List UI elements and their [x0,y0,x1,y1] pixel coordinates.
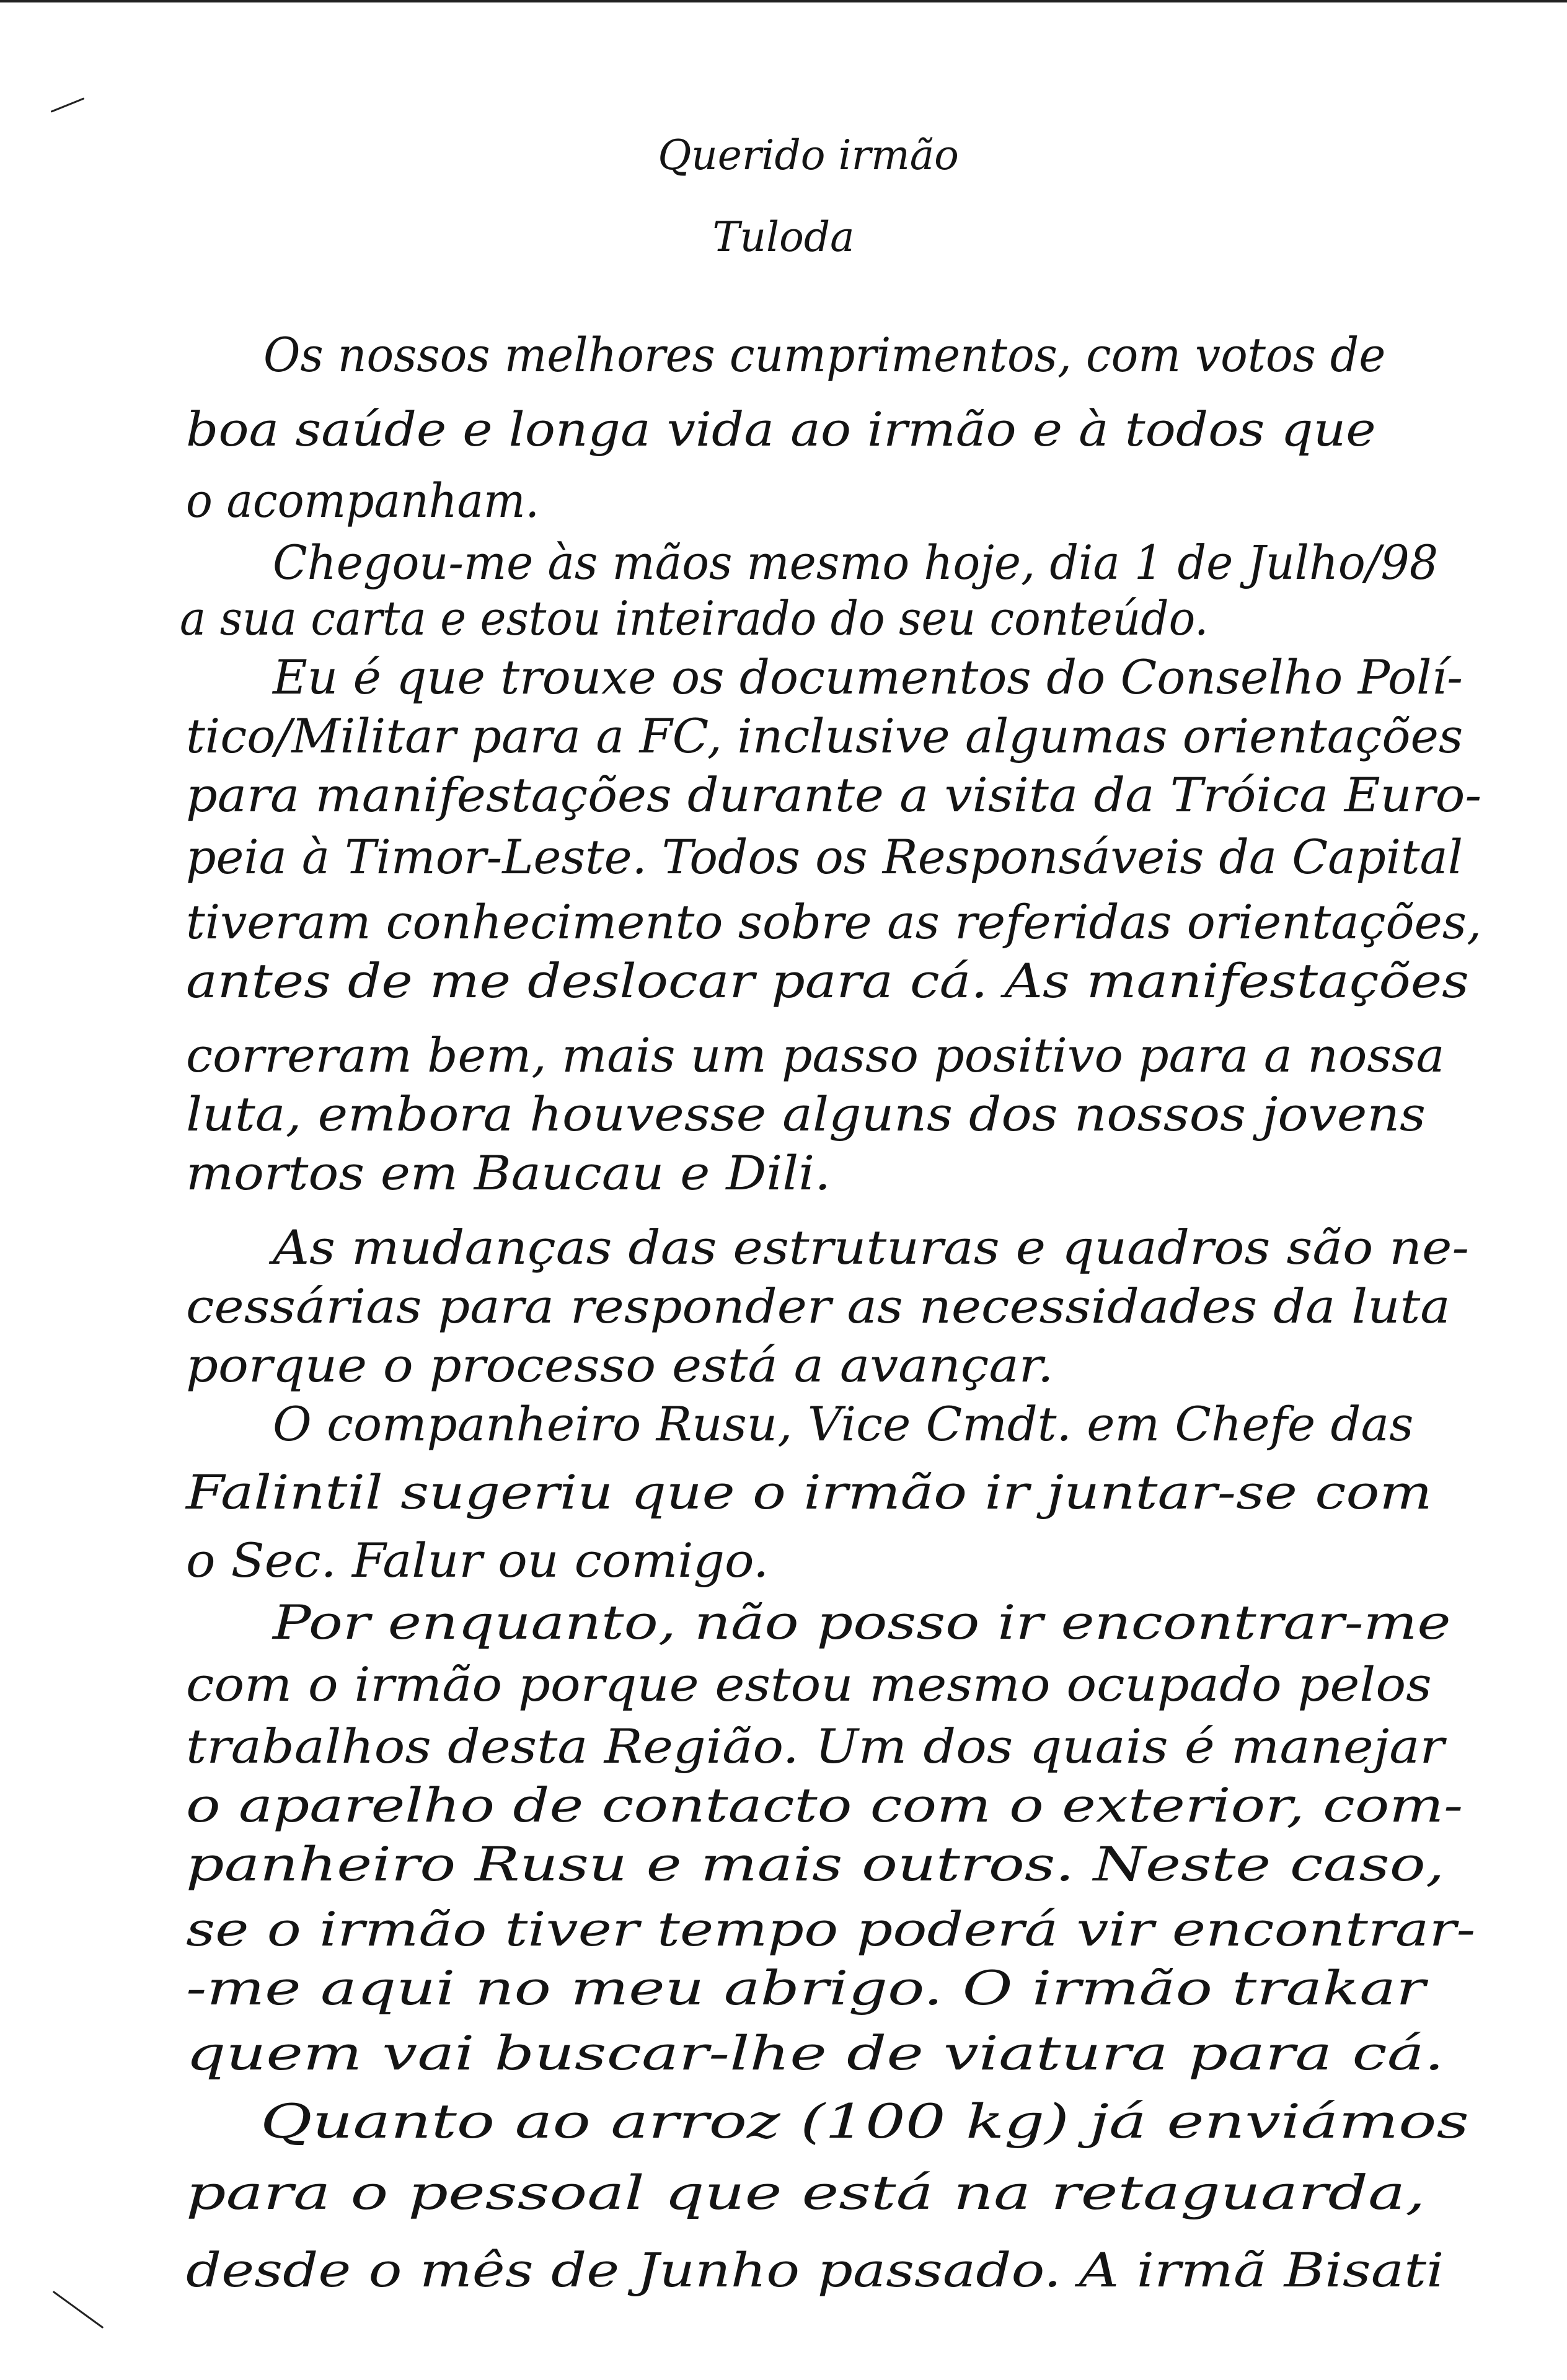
letter-line: a sua carta e estou inteirado do seu conteúdo. [180,591,1209,646]
letter-line: porque o processo está a avançar. [186,1338,1054,1393]
letter-line: As mudanças das estruturas e quadros são ne- [273,1220,1469,1275]
letter-line: correram bem, mais um passo positivo para a nossa [186,1028,1445,1083]
stray-pen-mark [53,2291,104,2329]
letter-line: luta, embora houvesse alguns dos nossos jovens [186,1086,1426,1142]
page-top-edge [0,0,1567,2]
letter-line: boa saúde e longa vida ao irmão e à todos que [186,402,1376,457]
letter-line: -me aqui no meu abrigo. O irmão trakar [186,1960,1426,2016]
letter-greeting: Querido irmão [658,131,959,179]
letter-line: Chegou-me às mãos mesmo hoje, dia 1 de Julho/98 [273,535,1439,590]
letter-line: Por enquanto, não posso ir encontrar-me [273,1595,1451,1650]
letter-recipient: Tuloda [712,213,855,261]
letter-line: peia à Timor-Leste. Todos os Responsáveis da Capital [186,829,1463,884]
letter-line: Quanto ao arroz (100 kg) já enviámos [260,2094,1469,2149]
letter-line: para o pessoal que está na retaguarda, [186,2165,1426,2220]
letter-line: panheiro Rusu e mais outros. Neste caso, [186,1836,1445,1892]
letter-line: tiveram conhecimento sobre as referidas orientações, [186,894,1482,950]
letter-line: mortos em Baucau e Dili. [186,1145,831,1201]
letter-line: trabalhos desta Região. Um dos quais é manejar [186,1719,1444,1774]
stray-pen-mark [51,97,85,113]
letter-line: desde o mês de Junho passado. A irmã Bisati [186,2242,1444,2298]
letter-line: com o irmão porque estou mesmo ocupado pelos [186,1657,1432,1712]
letter-line: antes de me deslocar para cá. As manifestações [186,953,1469,1008]
letter-line: Falintil sugeriu que o irmão ir juntar-se com [186,1465,1432,1520]
letter-line: o acompanham. [186,473,540,528]
letter-line: O companheiro Rusu, Vice Cmdt. em Chefe das [273,1396,1414,1452]
letter-line: para manifestações durante a visita da Tróica Euro- [186,767,1482,822]
letter-line: quem vai buscar-lhe de viatura para cá. [186,2025,1444,2081]
letter-line: tico/Militar para a FC, inclusive algumas orientações [186,708,1463,764]
letter-line: Eu é que trouxe os documentos do Conselho Polí- [273,650,1463,705]
letter-line: o aparelho de contacto com o exterior, com- [186,1778,1463,1833]
letter-line: o Sec. Falur ou comigo. [186,1533,769,1588]
letter-line: Os nossos melhores cumprimentos, com votos de [263,327,1386,382]
letter-line: cessárias para responder as necessidades da luta [186,1279,1450,1334]
letter-line: se o irmão tiver tempo poderá vir encontrar- [186,1902,1476,1957]
